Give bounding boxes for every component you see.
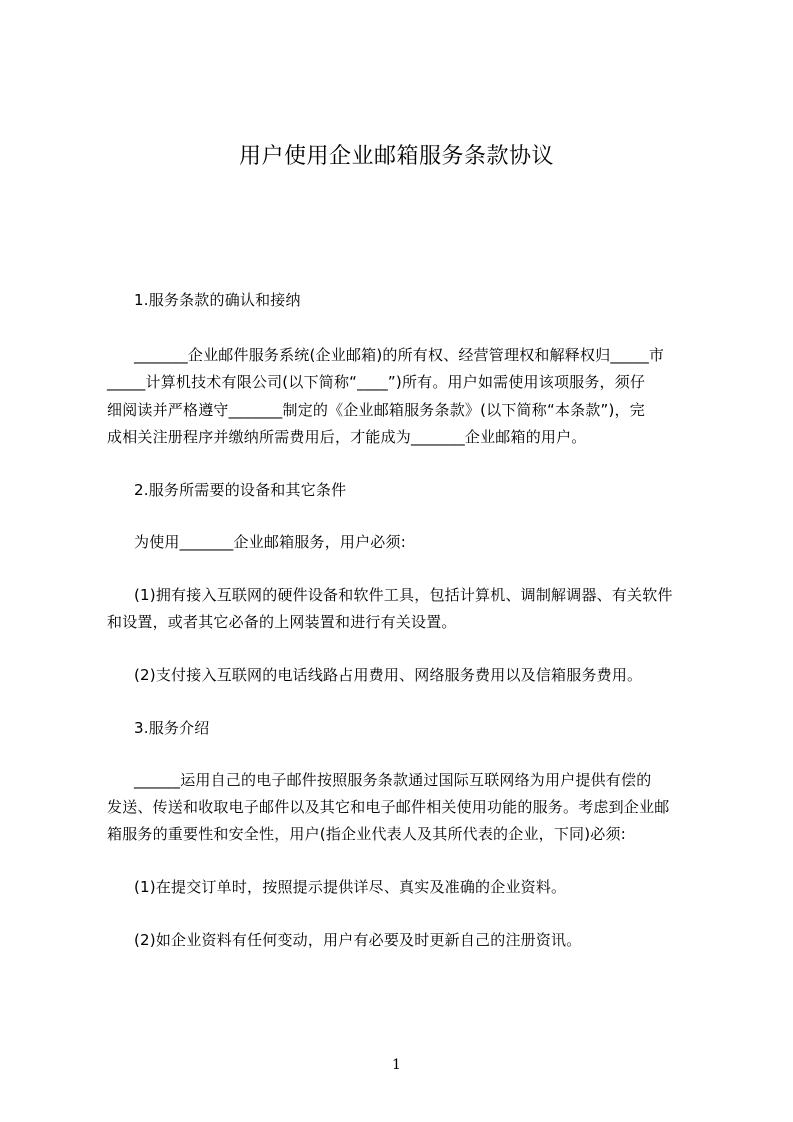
section-1-paragraph-line-2: _____计算机技术有限公司(以下简称“____”)所有。用户如需使用该项服务，须仔 xyxy=(107,373,646,391)
section-3-paragraph-line-2: 发送、传送和收取电子邮件以及其它和电子邮件相关使用功能的服务。考虑到企业邮 xyxy=(107,798,670,816)
section-1-paragraph-line-4: 成相关注册程序并缴纳所需费用后，才能成为_______企业邮箱的用户。 xyxy=(107,428,587,446)
section-2-item-1-line-1: (1)拥有接入互联网的硬件设备和软件工具，包括计算机、调制解调器、有关软件 xyxy=(134,586,673,604)
section-3-paragraph-line-1: ______运用自己的电子邮件按照服务条款通过国际互联网络为用户提供有偿的 xyxy=(134,771,652,789)
section-3-heading: 3.服务介绍 xyxy=(134,719,210,737)
section-1-paragraph-line-1: _______企业邮件服务系统(企业邮箱)的所有权、经营管理权和解释权归_____市 xyxy=(134,346,665,364)
page-number: 1 xyxy=(392,1057,401,1073)
section-3-item-1: (1)在提交订单时，按照提示提供详尽、真实及准确的企业资料。 xyxy=(134,878,567,896)
section-2-heading: 2.服务所需要的设备和其它条件 xyxy=(134,481,347,499)
section-3-paragraph-line-3: 箱服务的重要性和安全性，用户(指企业代表人及其所代表的企业，下同)必须: xyxy=(107,825,626,843)
document-title: 用户使用企业邮箱服务条款协议 xyxy=(238,144,554,169)
section-2-item-2: (2)支付接入互联网的电话线路占用费用、网络服务费用以及信箱服务费用。 xyxy=(134,666,643,684)
section-1-paragraph-line-3: 细阅读并严格遵守_______制定的《企业邮箱服务条款》(以下简称“本条款”)，完 xyxy=(107,401,645,419)
section-3-item-2: (2)如企业资料有任何变动，用户有必要及时更新自己的注册资讯。 xyxy=(134,931,582,949)
section-2-item-1-line-2: 和设置，或者其它必备的上网装置和进行有关设置。 xyxy=(107,613,457,631)
section-2-intro: 为使用_______企业邮箱服务，用户必须: xyxy=(134,533,406,551)
section-1-heading: 1.服务条款的确认和接纳 xyxy=(134,291,301,309)
